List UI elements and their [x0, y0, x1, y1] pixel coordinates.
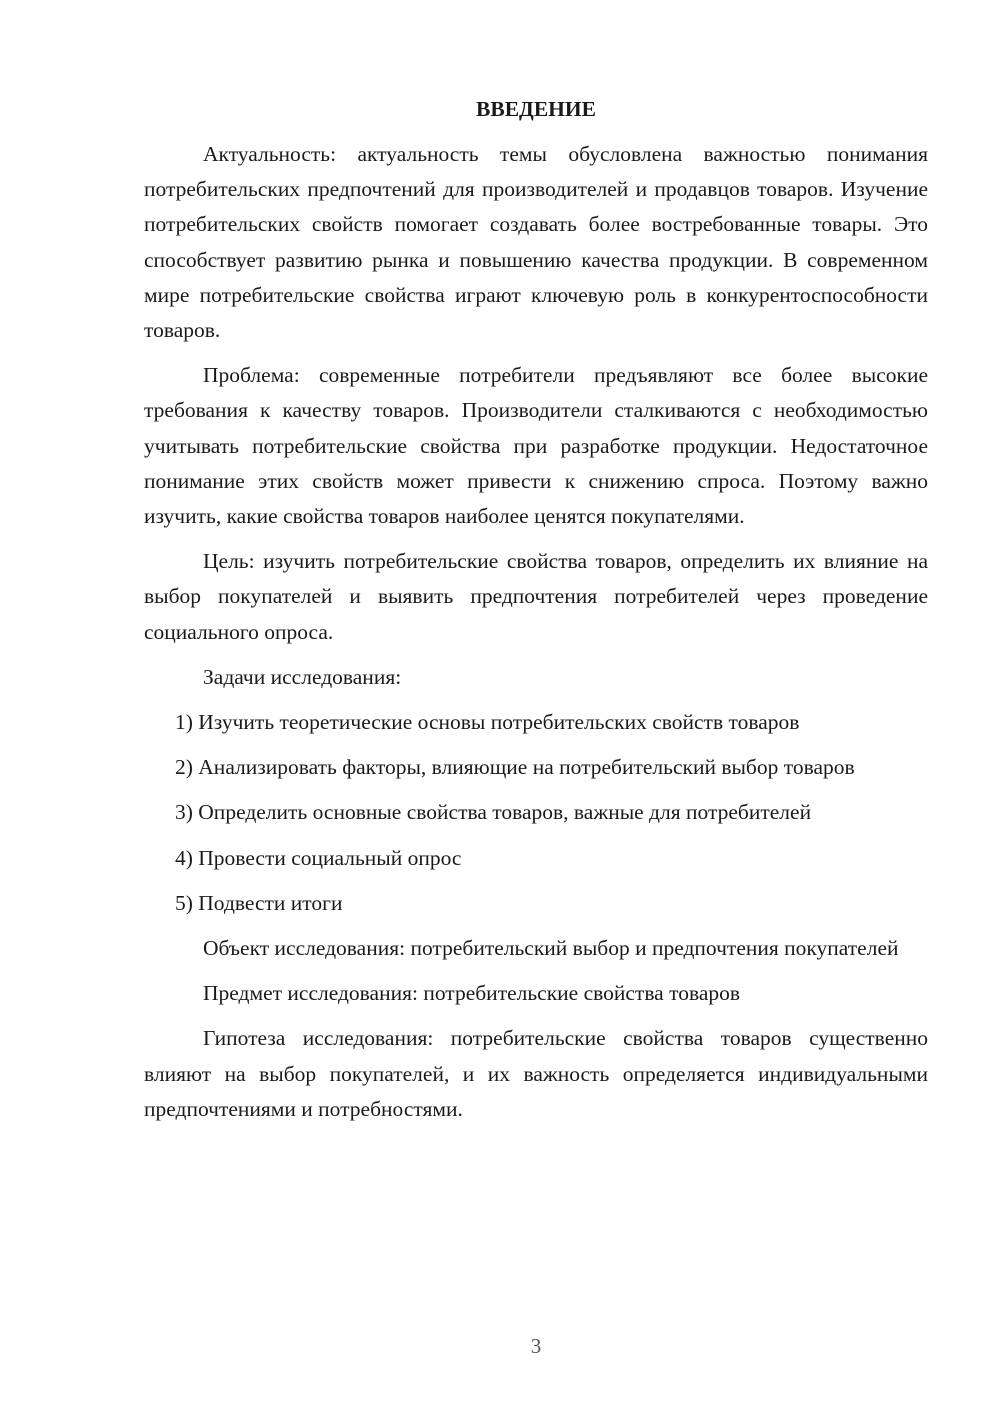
- document-page: [144, 92, 928, 1137]
- problem-paragraph: Проблема: современные потребители предъявляют все более высокие требования к качеству товаров. Производители сталкиваются с необходимостью учитывать потребительские свойства при разработке продукции. Недостаточное понимание этих свойств может привести к снижению спроса. Поэтому важно изучить, какие свойства товаров наиболее ценятся покупателями.: [144, 363, 928, 529]
- object-paragraph: Объект исследования: потребительский выбор и предпочтения покупателей: [203, 936, 899, 961]
- task-item: 5) Подвести итоги: [175, 890, 343, 915]
- task-item: 3) Определить основные свойства товаров, важные для потребителей: [175, 800, 812, 825]
- tasks-heading: Задачи исследования:: [203, 664, 402, 689]
- relevance-paragraph: Актуальность: актуальность темы обусловлена важностью понимания потребительских предпочтений для производителей и продавцов товаров. Изучение потребительских свойств помогает создавать более востребованные товары. Это способствует развитию рынка и повышению качества продукции. В современном мире потребительские свойства играют ключевую роль в конкурентоспособности товаров.: [144, 142, 928, 343]
- goal-paragraph: Цель: изучить потребительские свойства товаров, определить их влияние на выбор покупателей и выявить предпочтения потребителей через проведение социального опроса.: [144, 549, 928, 644]
- task-item: 2) Анализировать факторы, влияющие на потребительский выбор товаров: [175, 755, 855, 780]
- task-item: 1) Изучить теоретические основы потребительских свойств товаров: [175, 710, 800, 735]
- subject-paragraph: Предмет исследования: потребительские свойства товаров: [203, 981, 741, 1006]
- section-title: ВВЕДЕНИЕ: [476, 97, 596, 121]
- task-item: 4) Провести социальный опрос: [175, 845, 462, 870]
- hypothesis-paragraph: Гипотеза исследования: потребительские свойства товаров существенно влияют на выбор покупателей, и их важность определяется индивидуальными предпочтениями и потребностями.: [144, 1026, 928, 1121]
- page-number: 3: [530, 1334, 542, 1358]
